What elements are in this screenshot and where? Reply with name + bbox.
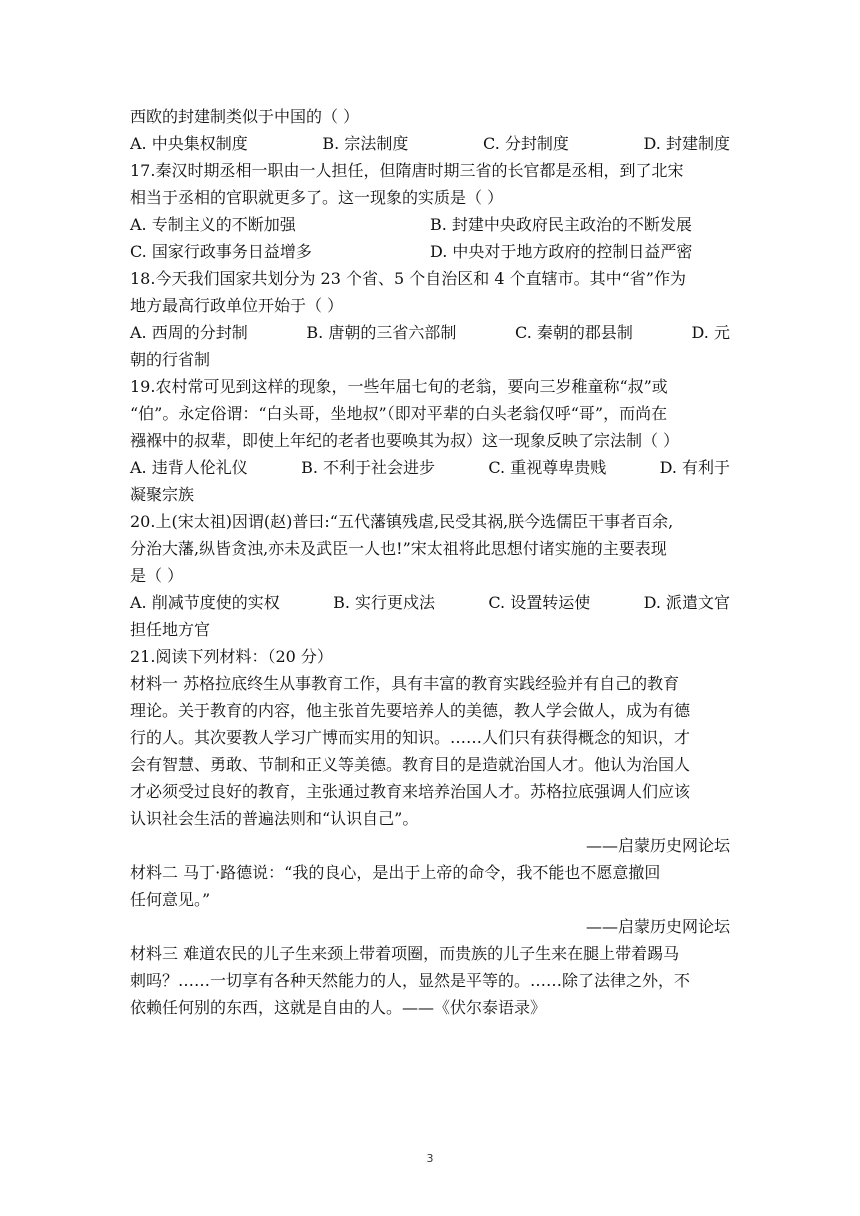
text-line: 认识社会生活的普遍法则和“认识自己”。	[130, 809, 419, 828]
question-21: 21.阅读下列材料：（20 分）	[130, 647, 333, 666]
option-a: A. 削减节度使的实权	[130, 593, 280, 612]
question-19: 19.农村常可见到这样的现象，一些年届七旬的老翁，要向三岁稚童称“叔”或	[130, 377, 668, 396]
option-b: B. 封建中央政府民主政治的不断发展	[430, 215, 692, 234]
material-2: 材料二 马丁·路德说：“我的良心，是出于上帝的命令，我不能也不愿意撤回	[130, 863, 661, 882]
material-1: 材料一 苏格拉底终生从事教育工作，具有丰富的教育实践经验并有自己的教育	[130, 674, 680, 693]
options-line	[130, 454, 730, 481]
text-line: 是（ ）	[130, 566, 184, 585]
text-line: 行的人。其次要教人学习广博而实用的知识。……人们只有获得概念的知识，才	[130, 728, 691, 747]
text-line: 凝聚宗族	[130, 485, 195, 504]
text-line: 分治大藩,纵皆贪浊,亦未及武臣一人也!”宋太祖将此思想付诸实施的主要表现	[130, 539, 667, 558]
text-line: 朝的行省制	[130, 350, 211, 369]
question-18: 18.今天我们国家共划分为 23 个省、5 个自治区和 4 个直辖市。其中“省”作为	[130, 269, 686, 288]
option-d: D. 中央对于地方政府的控制日益严密	[430, 242, 693, 261]
options-line	[130, 211, 730, 238]
option-b: B. 实行更戍法	[333, 593, 436, 612]
option-d: D. 元	[691, 323, 730, 342]
question-17: 17.秦汉时期丞相一职由一人担任，但隋唐时期三省的长官都是丞相，到了北宋	[130, 161, 684, 180]
option-a: A. 西周的分封制	[130, 323, 248, 342]
options-line	[130, 238, 730, 265]
option-c: C. 国家行政事务日益增多	[130, 242, 312, 261]
text-line: 理论。关于教育的内容，他主张首先要培养人的美德，教人学会做人，成为有德	[130, 701, 691, 720]
text-line: “伯”。永定俗谓：“白头哥，坐地叔”（即对平辈的白头老翁仅呼“哥”，而尚在	[130, 404, 668, 423]
option-b: B. 唐朝的三省六部制	[306, 323, 457, 342]
options-line	[130, 319, 730, 346]
option-c: C. 设置转运使	[488, 593, 591, 612]
text-line: 地方最高行政单位开始于（ ）	[130, 296, 344, 315]
option-c: C. 秦朝的郡县制	[515, 323, 633, 342]
text-line: 任何意见。”	[130, 890, 211, 909]
option-c: C. 重视尊卑贵贱	[488, 458, 607, 477]
text-line: 会有智慧、勇敢、节制和正义等美德。教育目的是造就治国人才。他认为治国人	[130, 755, 691, 774]
material-3: 材料三 难道农民的儿子生来颈上带着项圈，而贵族的儿子生来在腿上带着踢马	[130, 944, 680, 963]
option-d: D. 派遣文官	[643, 593, 730, 612]
text-line: 依赖任何别的东西，这就是自由的人。——《伏尔泰语录》	[130, 998, 547, 1017]
option-a: A. 违背人伦礼仪	[130, 458, 248, 477]
question-20: 20.上(宋太祖)因谓(赵)普曰:“五代藩镇残虐,民受其祸,朕今选儒臣干事者百余,	[130, 512, 674, 531]
option-c: C. 分封制度	[483, 134, 569, 153]
options-line	[130, 589, 730, 616]
text-line: 西欧的封建制类似于中国的（ ）	[130, 107, 360, 126]
option-a: A. 专制主义的不断加强	[130, 215, 296, 234]
text-line: 才必须受过良好的教育，主张通过教育来培养治国人才。苏格拉底强调人们应该	[130, 782, 691, 801]
text-line: 刺吗？……一切享有各种天然能力的人，显然是平等的。……除了法律之外，不	[130, 971, 691, 990]
options-line	[130, 130, 730, 157]
option-d: D. 有利于	[659, 458, 730, 477]
document-body	[130, 103, 730, 1021]
option-b: B. 宗法制度	[322, 134, 409, 153]
option-a: A. 中央集权制度	[130, 134, 248, 153]
option-d: D. 封建制度	[643, 134, 730, 153]
source-citation: ——启蒙历史网论坛	[585, 917, 730, 936]
option-b: B. 不利于社会进步	[301, 458, 436, 477]
text-line: 相当于丞相的官职就更多了。这一现象的实质是（ ）	[130, 188, 504, 207]
page-number: 3	[426, 1152, 434, 1165]
source-citation: ——启蒙历史网论坛	[585, 836, 730, 855]
text-line: 襁褓中的叔辈，即使上年纪的老者也要唤其为叔）这一现象反映了宗法制（ ）	[130, 431, 680, 450]
text-line: 担任地方官	[130, 620, 211, 639]
